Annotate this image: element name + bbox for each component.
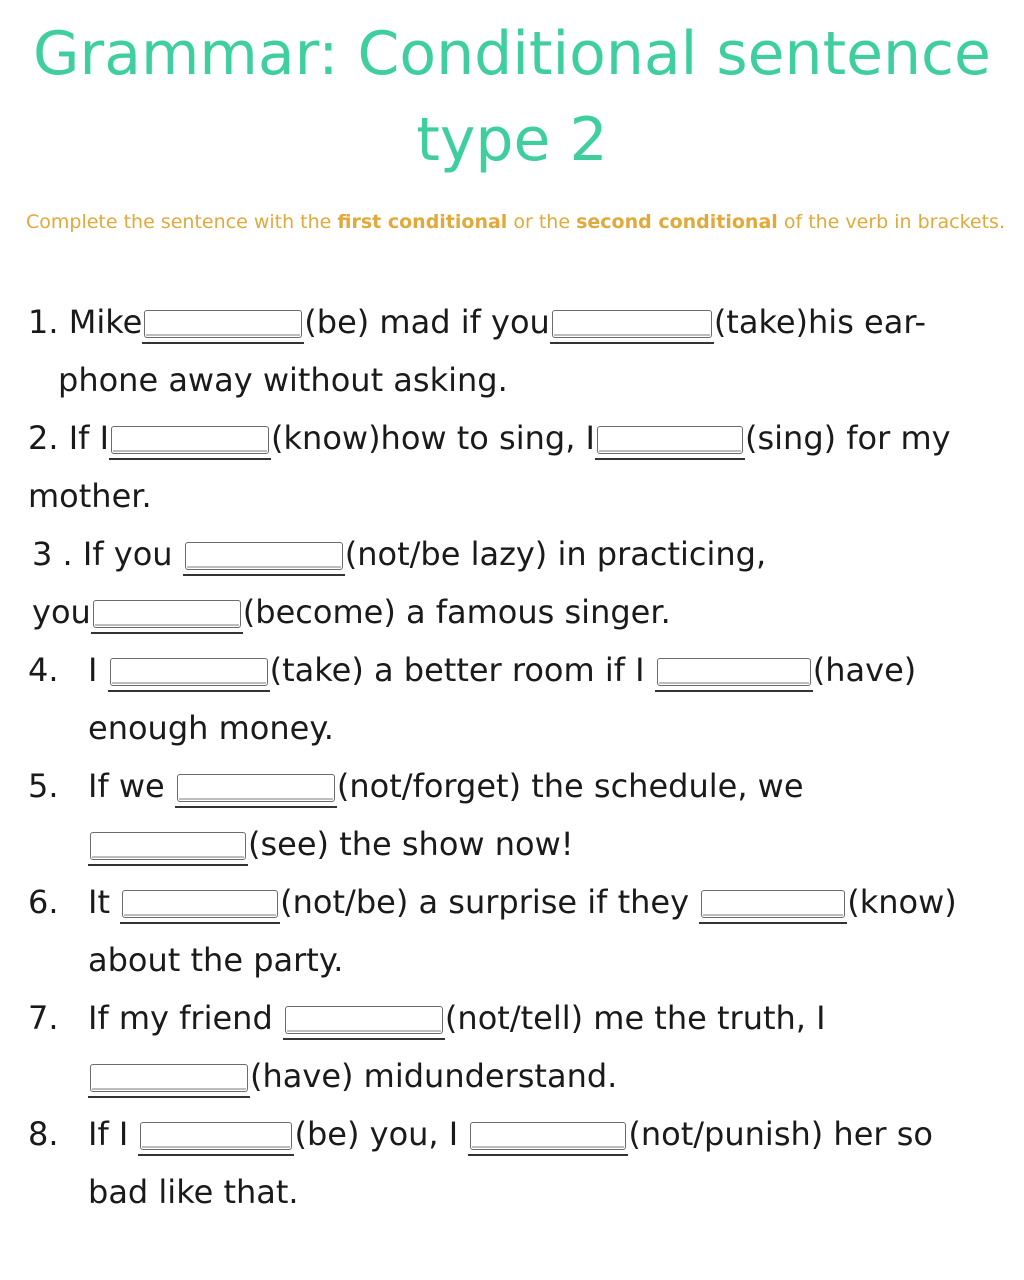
question-1-text-b: (be) mad if you	[304, 303, 550, 341]
question-1-text-a: 1. Mike	[28, 303, 143, 341]
question-4-blank-2[interactable]	[655, 650, 813, 692]
question-8-text-b: (be) you, I	[294, 1115, 469, 1153]
question-4-blank-1[interactable]	[108, 650, 270, 692]
question-1-text-c: (take)his ear-	[713, 303, 926, 341]
instructions-text-2: or the	[507, 211, 577, 233]
question-7-line-1	[28, 998, 826, 1040]
question-1-line-1	[28, 302, 926, 344]
instructions	[26, 204, 1021, 241]
instructions-text-1: Complete the sentence with the	[26, 211, 338, 233]
question-8-number: 8.	[28, 1115, 59, 1153]
question-6-text-d: about the party.	[88, 941, 344, 979]
question-7-text-c: (have) midunderstand.	[250, 1057, 618, 1095]
question-7-line-2	[88, 1056, 617, 1098]
question-3-text-d: (become) a famous singer.	[242, 593, 671, 631]
question-2-text-b: (know)how to sing, I	[271, 419, 595, 457]
question-1-blank-1[interactable]	[142, 302, 304, 344]
question-8-text-d: bad like that.	[88, 1173, 299, 1211]
question-7-blank-1[interactable]	[283, 998, 445, 1040]
question-6-number: 6.	[28, 883, 59, 921]
worksheet-title-line-1: Grammar: Conditional sentence	[33, 19, 991, 89]
question-5-blank-2[interactable]	[88, 824, 248, 866]
question-7-text-a: If my friend	[88, 999, 283, 1037]
question-7-text-b: (not/tell) me the truth, I	[444, 999, 826, 1037]
instructions-first-conditional: first conditional	[337, 211, 508, 233]
instructions-second-conditional: second conditional	[576, 211, 778, 233]
question-4-line-1	[28, 650, 916, 692]
question-2-blank-1[interactable]	[109, 418, 271, 460]
question-8-line-1	[28, 1114, 933, 1156]
question-6-line-1	[28, 882, 957, 924]
question-4-number: 4.	[28, 651, 59, 689]
question-2-line-1	[28, 418, 951, 460]
question-8-line-2	[88, 1172, 299, 1212]
question-2-line-2	[28, 476, 152, 516]
question-8-text-c: (not/punish) her so	[628, 1115, 933, 1153]
question-3-text-c: you	[32, 593, 91, 631]
question-6-line-2	[88, 940, 343, 980]
question-5-line-2	[88, 824, 574, 866]
question-4-text-b: (take) a better room if I	[269, 651, 655, 689]
question-5-number: 5.	[28, 767, 59, 805]
question-7-blank-2[interactable]	[88, 1056, 250, 1098]
question-3-blank-1[interactable]	[183, 534, 345, 576]
question-4-line-2	[88, 708, 334, 748]
question-3-line-2	[32, 592, 671, 634]
question-3-text-a: 3 . If you	[32, 535, 183, 573]
question-3-blank-2[interactable]	[91, 592, 243, 634]
question-7-number: 7.	[28, 999, 59, 1037]
question-4-text-c: (have)	[812, 651, 917, 689]
question-6-text-c: (know)	[847, 883, 957, 921]
question-4-text-a: I	[88, 651, 108, 689]
question-5-text-a: If we	[88, 767, 175, 805]
question-2-text-c: (sing) for my	[744, 419, 951, 457]
question-4-text-d: enough money.	[88, 709, 334, 747]
question-3-line-1	[32, 534, 766, 576]
question-2-blank-2[interactable]	[595, 418, 745, 460]
question-6-blank-2[interactable]	[699, 882, 847, 924]
question-6-text-b: (not/be) a surprise if they	[280, 883, 700, 921]
question-8-blank-2[interactable]	[468, 1114, 628, 1156]
question-5-line-1	[28, 766, 804, 808]
question-5-text-c: (see) the show now!	[248, 825, 574, 863]
question-6-blank-1[interactable]	[120, 882, 280, 924]
question-8-text-a: If I	[88, 1115, 139, 1153]
question-1-line-2	[58, 360, 508, 400]
question-2-text-d: mother.	[28, 477, 152, 515]
question-3-text-b: (not/be lazy) in practicing,	[344, 535, 767, 573]
question-2-text-a: 2. If I	[28, 419, 110, 457]
question-1-blank-2[interactable]	[550, 302, 714, 344]
question-5-blank-1[interactable]	[175, 766, 337, 808]
question-8-blank-1[interactable]	[138, 1114, 294, 1156]
worksheet-title-line-2: type 2	[416, 105, 608, 175]
question-6-text-a: It	[88, 883, 121, 921]
question-1-text-d: phone away without asking.	[58, 361, 508, 399]
question-5-text-b: (not/forget) the schedule, we	[336, 767, 804, 805]
instructions-text-3: of the verb in brackets.	[777, 211, 1005, 233]
